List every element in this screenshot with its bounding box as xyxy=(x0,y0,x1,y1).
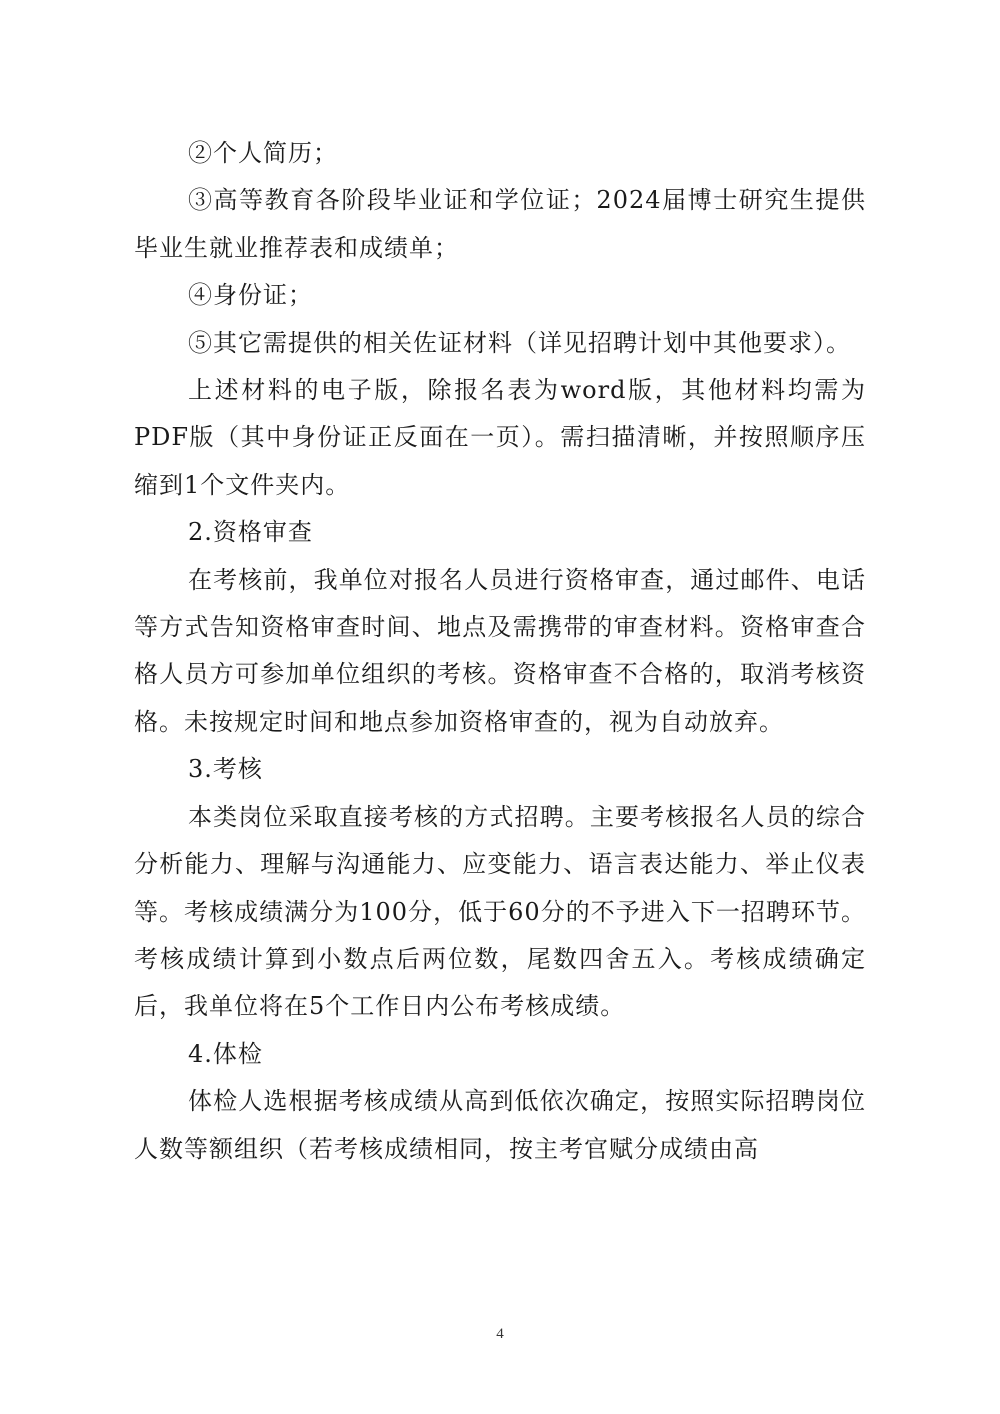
qualification-review-paragraph: 在考核前，我单位对报名人员进行资格审查，通过邮件、电话等方式告知资格审查时间、地点及需携带的审查材料。资格审查合格人员方可参加单位组织的考核。资格审查不合格的，取消考核资格。未按规定时间和地点参加资格审查的，视为自动放弃。 xyxy=(134,565,866,736)
list-item-id-card: ④身份证； xyxy=(188,281,313,310)
assessment-paragraph: 本类岗位采取直接考核的方式招聘。主要考核报名人员的综合分析能力、理解与沟通能力、应变能力、语言表达能力、举止仪表等。考核成绩满分为100分，低于60分的不予进入下一招聘环节。考核成绩计算到小数点后两位数，尾数四舍五入。考核成绩确定后，我单位将在5个工作日内公布考核成绩。 xyxy=(134,802,866,1021)
section-heading-physical-exam: 4.体检 xyxy=(188,1039,263,1068)
list-item-diplomas: ③高等教育各阶段毕业证和学位证；2024届博士研究生提供毕业生就业推荐表和成绩单； xyxy=(134,186,866,262)
materials-format-note: 上述材料的电子版，除报名表为word版，其他材料均需为PDF版（其中身份证正反面在一页）。需扫描清晰，并按照顺序压缩到1个文件夹内。 xyxy=(134,376,866,499)
list-item-resume: ②个人简历； xyxy=(188,139,338,167)
page-number: 4 xyxy=(496,1326,504,1342)
section-heading-assessment: 3.考核 xyxy=(188,755,263,784)
physical-exam-paragraph: 体检人选根据考核成绩从高到低依次确定，按照实际招聘岗位人数等额组织（若考核成绩相同，按主考官赋分成绩由高 xyxy=(134,1087,866,1163)
page-body xyxy=(134,130,866,1173)
list-item-other-materials: ⑤其它需提供的相关佐证材料（详见招聘计划中其他要求）。 xyxy=(188,328,851,357)
section-heading-qualification: 2.资格审查 xyxy=(188,518,313,547)
